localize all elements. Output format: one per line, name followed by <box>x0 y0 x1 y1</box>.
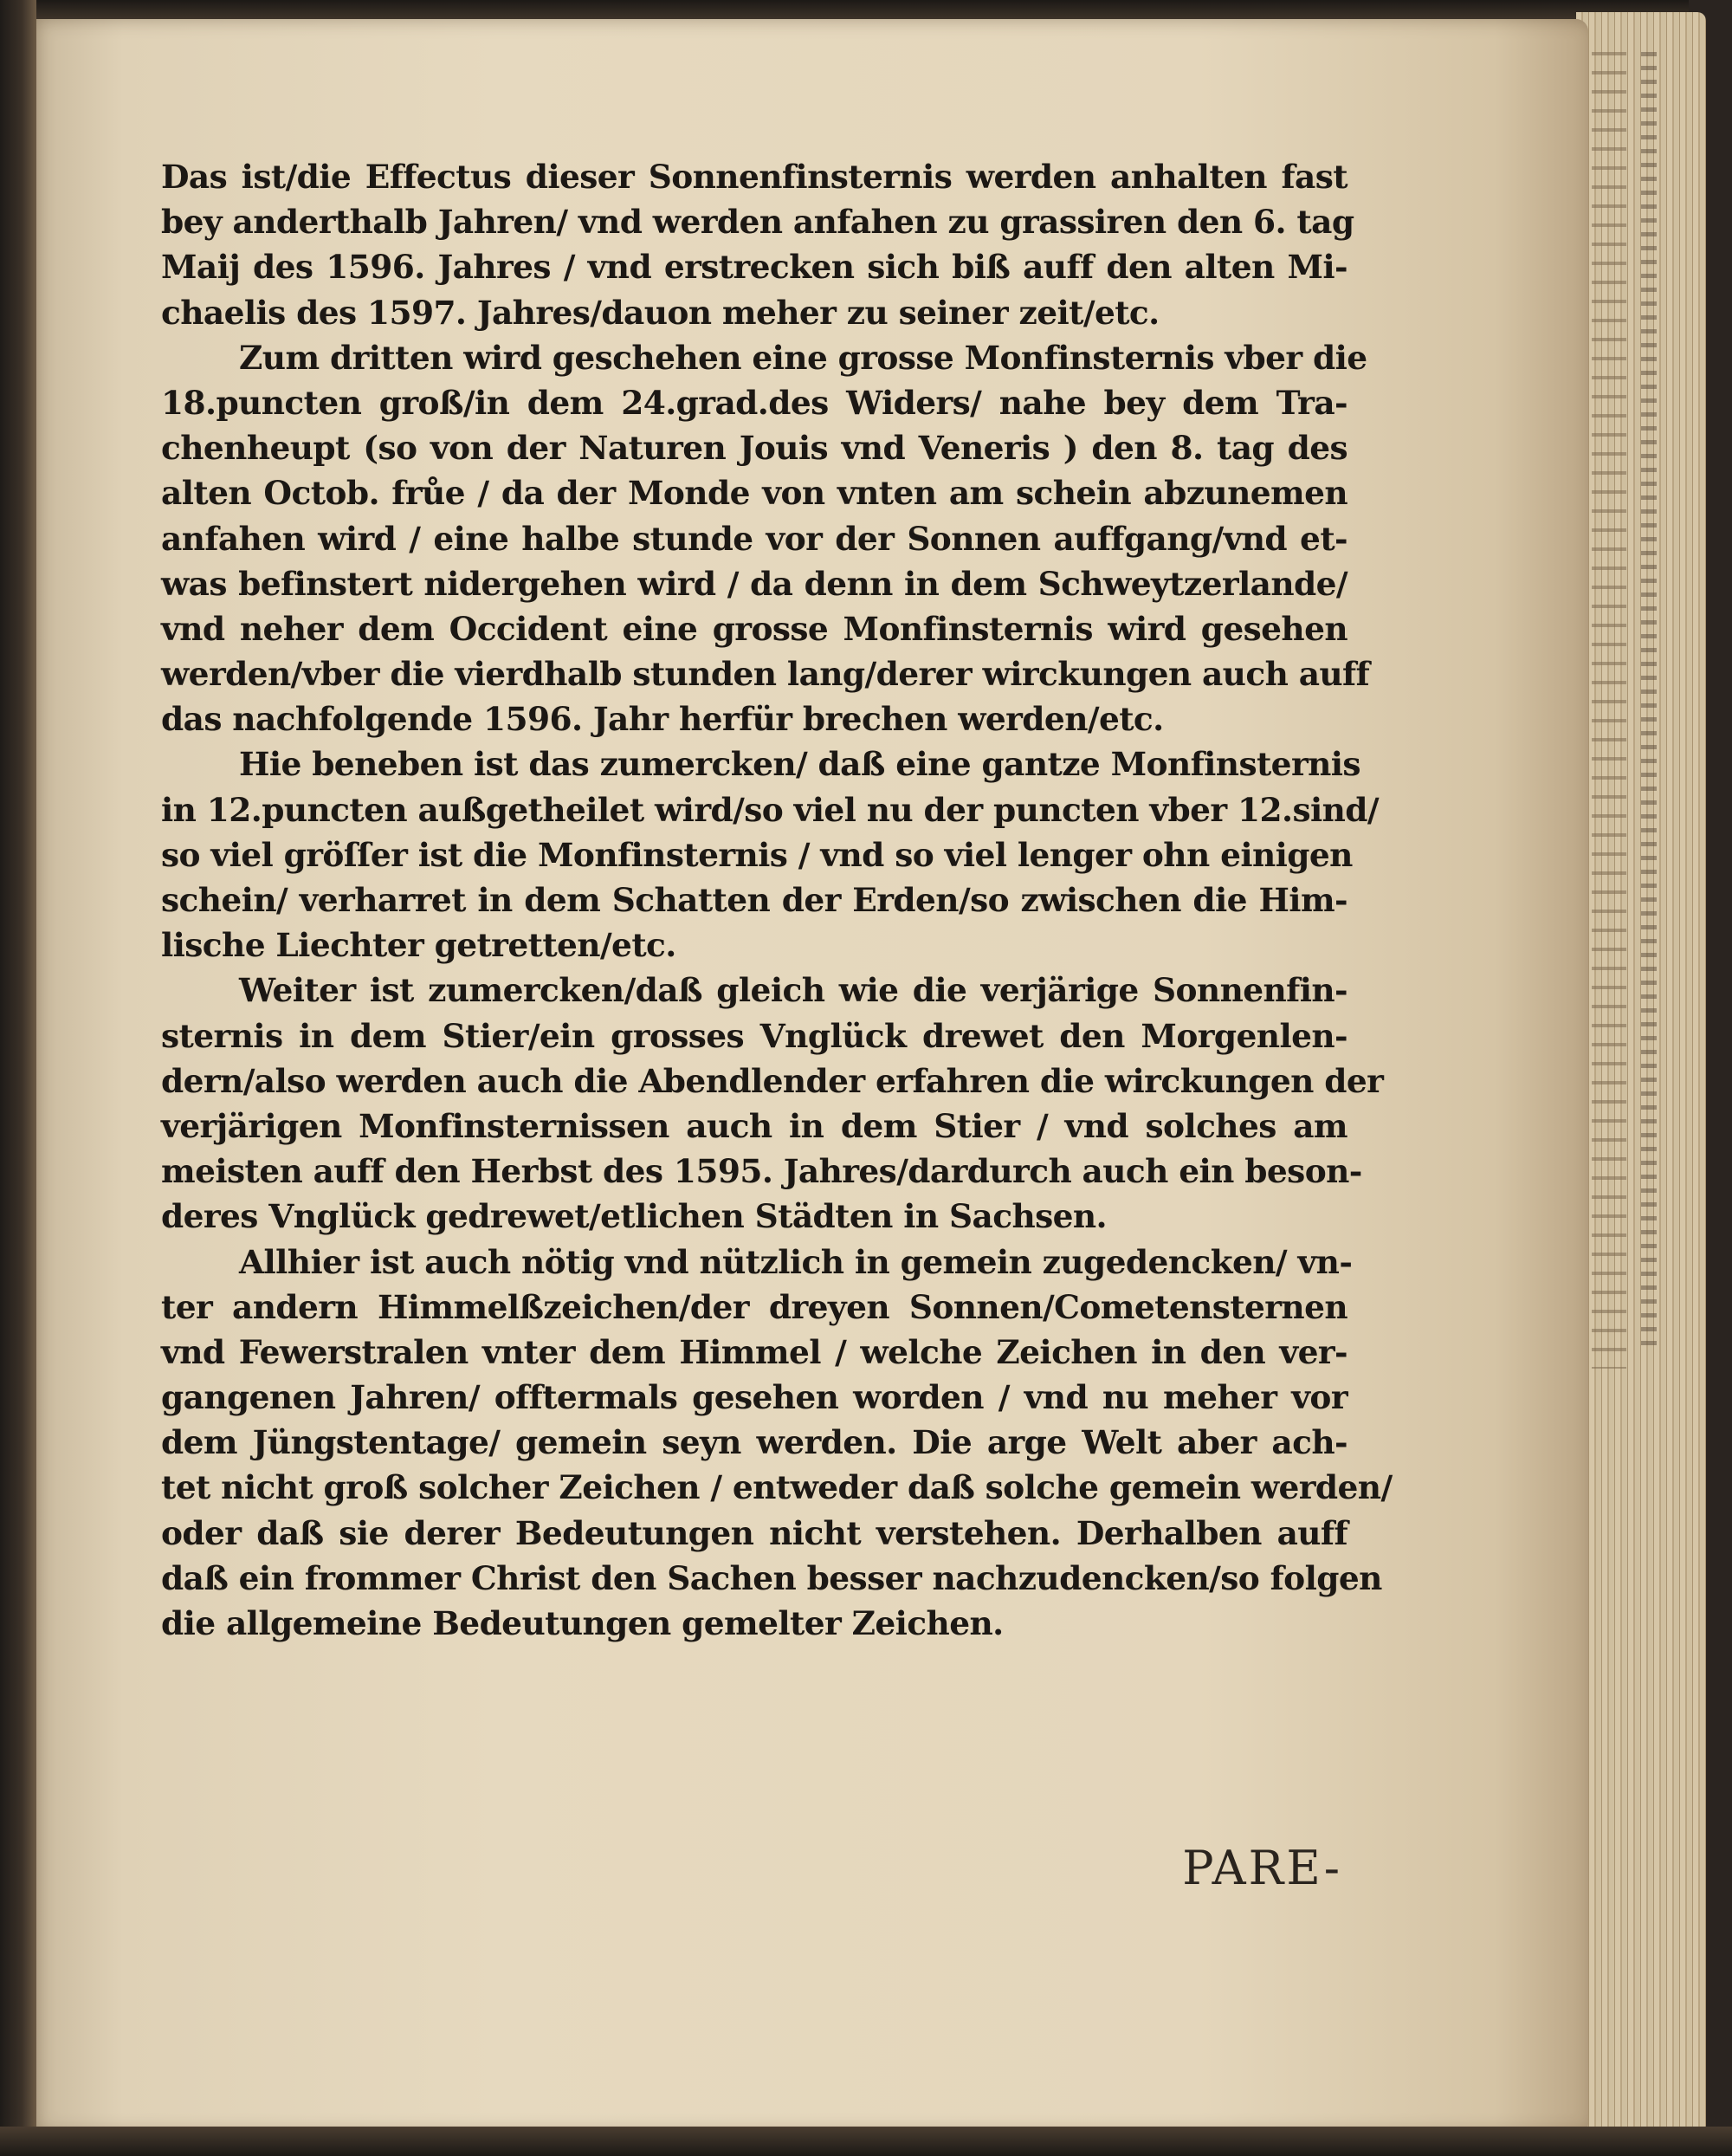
text-line: chenheupt (so von der Naturen Jouis vnd Veneris ) den 8. tag des <box>161 429 1347 468</box>
text-line: oder daß sie derer Bedeutungen nicht verstehen. Derhalben auff <box>161 1513 1347 1552</box>
text-line: lische Liechter getretten/etc. <box>161 926 676 965</box>
text-line: alten Octob. frůe / da der Monde von vnten am schein abzunemen <box>161 474 1347 513</box>
text-line: Allhier ist auch nötig vnd nützlich in gemein zugedencken/ vn- <box>239 1242 1353 1281</box>
text-line: gangenen Jahren/ offtermals gesehen worden / vnd nu meher vor <box>161 1378 1347 1417</box>
text-line: ter andern Himmelßzeichen/der dreyen Sonnen/Cometensternen <box>161 1287 1347 1326</box>
text-line: vnd Fewerstralen vnter dem Himmel / welche Zeichen in den ver- <box>161 1332 1347 1371</box>
text-line: in 12.puncten außgetheilet wird/so viel nu der puncten vber 12.sind/ <box>161 790 1379 829</box>
text-line: chaelis des 1597. Jahres/dauon meher zu seiner zeit/etc. <box>161 293 1160 332</box>
text-line: das nachfolgende 1596. Jahr herfür brechen werden/etc. <box>161 700 1164 739</box>
text-line: so viel gröſſer ist die Monfinsternis / vnd so viel lenger ohn einigen <box>161 835 1353 874</box>
text-line: die allgemeine Bedeutungen gemelter Zeichen. <box>161 1604 1004 1642</box>
text-line: daß ein frommer Christ den Sachen besser nachzudencken/so folgen <box>161 1558 1382 1597</box>
text-line: sternis in dem Stier/ein grosses Vnglück drewet den Morgenlen- <box>161 1016 1347 1055</box>
text-line: tet nicht groß solcher Zeichen / entweder daß solche gemein werden/ <box>161 1468 1393 1507</box>
text-line: meisten auff den Herbst des 1595. Jahres/dardurch auch ein beson- <box>161 1152 1362 1191</box>
body-text <box>161 154 1393 1646</box>
text-line: Zum dritten wird geschehen eine grosse Monfinsternis vber die <box>239 338 1367 377</box>
text-line: vnd neher dem Occident eine grosse Monfinsternis wird gesehen <box>161 609 1347 648</box>
text-line: Das ist/die Effectus dieser Sonnenfinsternis werden anhalten fast <box>161 158 1347 196</box>
binding-gutter <box>0 0 36 2156</box>
page-edge-marks <box>1592 52 1626 1369</box>
bottom-shadow <box>0 2127 1732 2156</box>
text-line: werden/vber die vierdhalb stunden lang/derer wirckungen auch auff <box>161 655 1370 694</box>
text-line: Weiter ist zumercken/daß gleich wie die verjärige Sonnenfin- <box>239 971 1347 1010</box>
text-line: anfahen wird / eine halbe stunde vor der Sonnen auffgang/vnd et- <box>161 519 1347 558</box>
text-line: was befinstert nidergehen wird / da denn in dem Schweytzerlande/ <box>161 564 1347 603</box>
text-line: deres Vnglück gedrewet/etlichen Städten in Sachsen. <box>161 1197 1108 1236</box>
text-line: dem Jüngstentage/ gemein seyn werden. Die arge Welt aber ach- <box>161 1423 1347 1462</box>
text-line: bey anderthalb Jahren/ vnd werden anfahen zu grassiren den 6. tag <box>161 203 1354 242</box>
catchword: PARE- <box>1182 1841 1342 1895</box>
text-line: Maij des 1596. Jahres / vnd erstrecken sich biß auff den alten Mi- <box>161 248 1347 287</box>
text-line: verjärigen Monfinsternissen auch in dem Stier / vnd solches am <box>161 1106 1347 1145</box>
text-line: 18.puncten groß/in dem 24.grad.des Widers/ nahe bey dem Tra- <box>161 383 1347 422</box>
text-line: dern/also werden auch die Abendlender erfahren die wirckungen der <box>161 1061 1384 1100</box>
text-line: schein/ verharret in dem Schatten der Erden/so zwischen die Him- <box>161 881 1347 919</box>
text-line: Hie beneben ist das zumercken/ daß eine gantze Monfinsternis <box>239 745 1360 784</box>
page-edge-marks-2 <box>1641 52 1657 1351</box>
